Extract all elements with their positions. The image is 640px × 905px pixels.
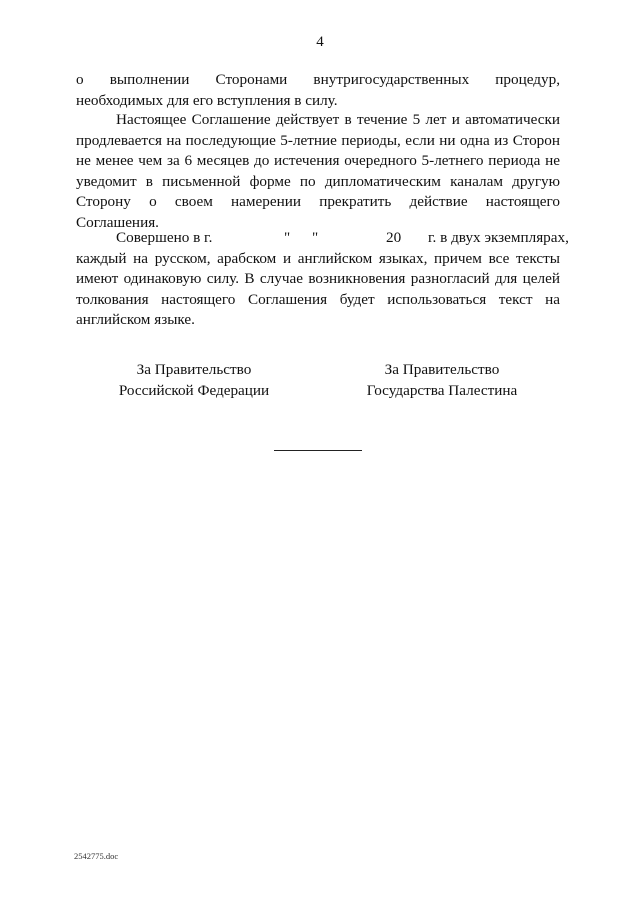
- quote-close: ": [312, 229, 319, 246]
- done-at-suffix: г. в двух экземплярах,: [428, 229, 569, 246]
- signature-block-russia: [84, 360, 304, 401]
- page-number: 4: [316, 34, 324, 50]
- signature-line-1: За Правительство: [384, 361, 500, 378]
- paragraph-text: каждый на русском, арабском и английском языках, причем все тексты имеют одинаковую силу. В случае возникновения разногласий для целей толкования настоящего Соглашения будет использоваться текст на английском языке.: [76, 249, 560, 329]
- paragraph-text: Настоящее Соглашение действует в течение 5 лет и автоматически продлевается на последующие 5-летние периоды, если ни одна из Сторон не менее чем за 6 месяцев до истечения очередного 5-летнего периода не уведомит в письменной форме по дипломатическим каналам другую Сторону о своем намерении прекратить действие настоящего Соглашения.: [76, 111, 560, 231]
- done-at-line: [76, 228, 569, 249]
- signature-line-1: За Правительство: [136, 361, 252, 378]
- quote-open: ": [284, 229, 291, 246]
- signature-line-2: Государства Палестина: [366, 381, 518, 399]
- year-prefix: 20: [386, 229, 402, 246]
- paragraph-done-at: [76, 228, 569, 331]
- paragraph-term: [76, 110, 560, 234]
- paragraph-continuation: [76, 70, 560, 111]
- end-divider: [274, 450, 362, 451]
- signature-line-2: Российской Федерации: [118, 381, 270, 399]
- paragraph-text: о выполнении Сторонами внутригосударственных процедур, необходимых для его вступления в силу.: [76, 71, 560, 109]
- file-name-footer: 2542775.doc: [74, 851, 119, 861]
- done-at-prefix: Совершено в г.: [116, 229, 213, 246]
- signature-block-palestine: [332, 360, 552, 401]
